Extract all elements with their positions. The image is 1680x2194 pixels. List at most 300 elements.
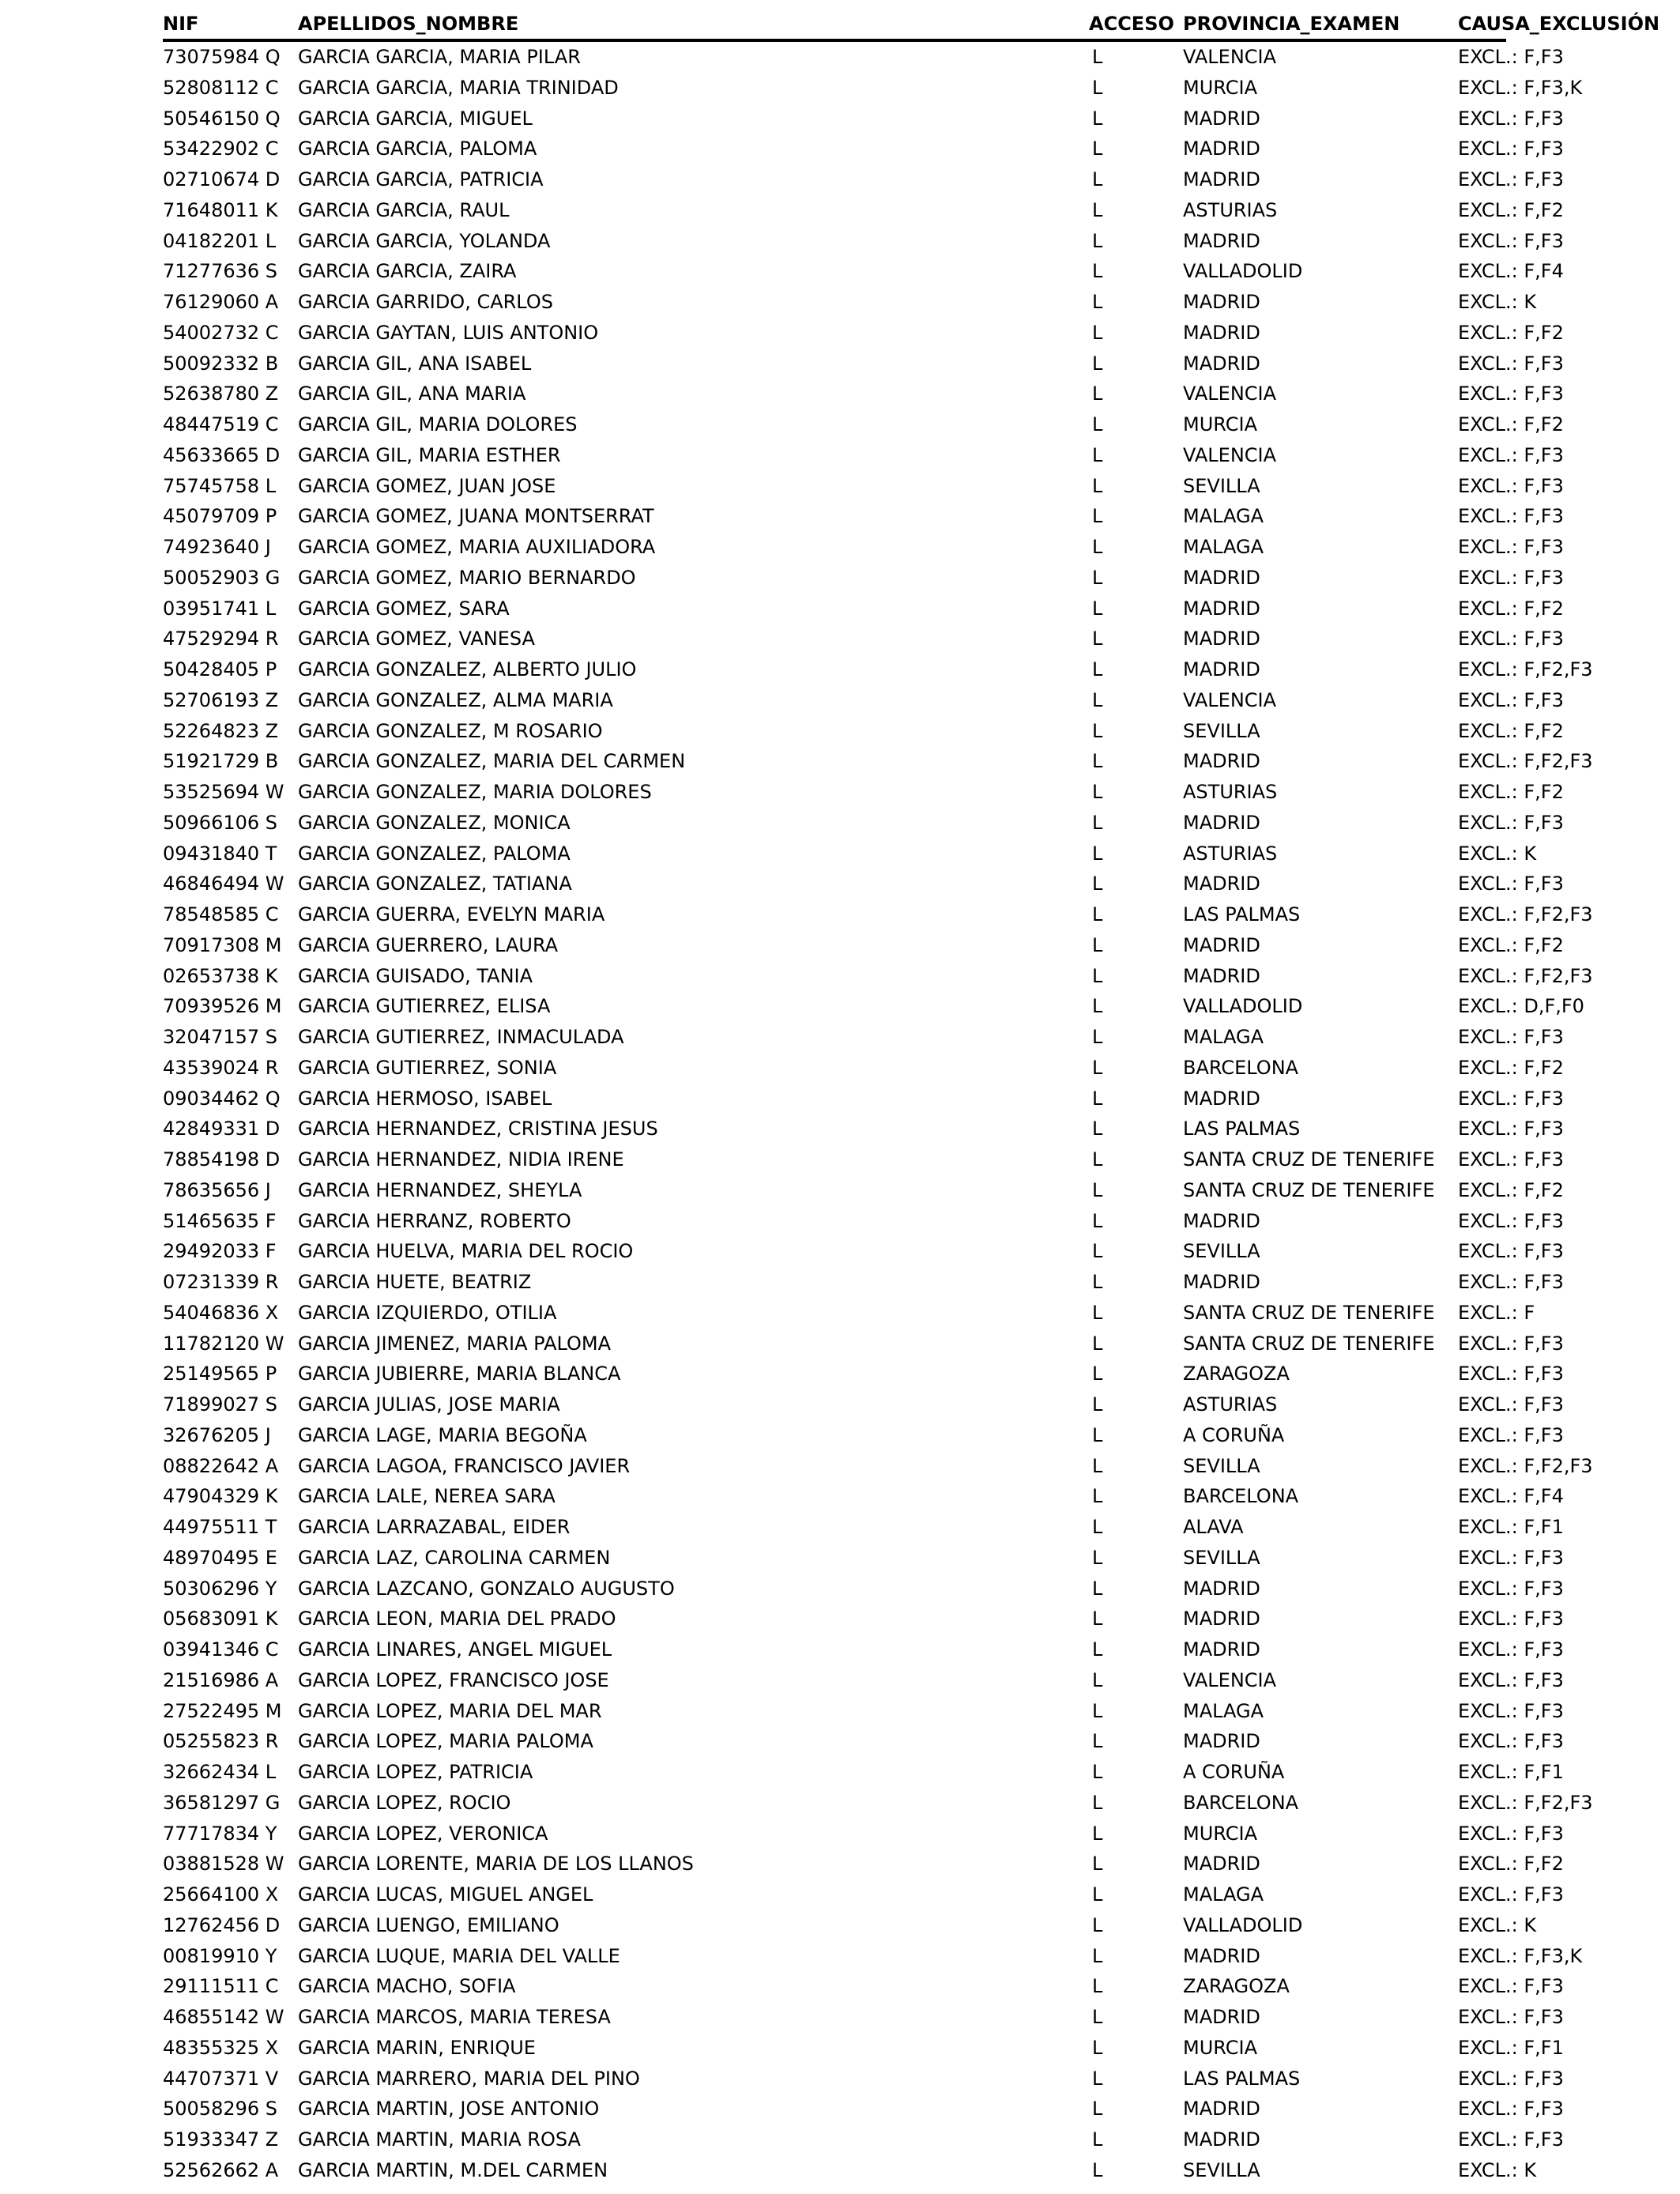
cell-acceso: L	[1092, 628, 1103, 650]
cell-causa-exclusion: EXCL.: K	[1458, 2158, 1537, 2181]
cell-nif: 46855142 W	[163, 2006, 284, 2028]
cell-acceso: L	[1092, 229, 1103, 252]
cell-provincia-examen: VALENCIA	[1183, 383, 1277, 405]
table-row	[163, 318, 1564, 349]
cell-acceso: L	[1092, 1148, 1103, 1171]
cell-acceso: L	[1092, 321, 1103, 344]
cell-acceso: L	[1092, 1822, 1103, 1845]
cell-acceso: L	[1092, 1178, 1103, 1201]
cell-acceso: L	[1092, 1301, 1103, 1324]
cell-acceso: L	[1092, 76, 1103, 99]
table-row	[163, 1604, 1564, 1634]
cell-apellidos-nombre: GARCIA LAGE, MARIA BEGOÑA	[298, 1423, 587, 1446]
table-row	[163, 839, 1537, 869]
cell-acceso: L	[1092, 1730, 1103, 1753]
cell-apellidos-nombre: GARCIA JIMENEZ, MARIA PALOMA	[298, 1332, 612, 1355]
cell-apellidos-nombre: GARCIA GUTIERREZ, ELISA	[298, 995, 551, 1018]
cell-nif: 11782120 W	[163, 1332, 284, 1355]
cell-causa-exclusion: EXCL.: F,F1	[1458, 2036, 1564, 2059]
cell-provincia-examen: SANTA CRUZ DE TENERIFE	[1183, 1148, 1435, 1171]
cell-apellidos-nombre: GARCIA GONZALEZ, M ROSARIO	[298, 719, 603, 742]
cell-provincia-examen: MADRID	[1183, 352, 1260, 375]
table-row	[163, 1420, 1564, 1451]
cell-provincia-examen: MADRID	[1183, 873, 1260, 895]
table-row	[163, 1819, 1564, 1849]
cell-nif: 25149565 P	[163, 1363, 277, 1385]
cell-provincia-examen: SEVILLA	[1183, 474, 1260, 497]
cell-apellidos-nombre: GARCIA GARCIA, MARIA PILAR	[298, 46, 581, 68]
cell-provincia-examen: MADRID	[1183, 1638, 1260, 1661]
cell-nif: 03881528 W	[163, 1853, 284, 1875]
cell-causa-exclusion: EXCL.: F,F3	[1458, 873, 1564, 895]
cell-provincia-examen: ASTURIAS	[1183, 1393, 1278, 1416]
cell-causa-exclusion: EXCL.: F,F3	[1458, 352, 1564, 375]
cell-provincia-examen: ZARAGOZA	[1183, 1975, 1290, 1998]
cell-nif: 77717834 Y	[163, 1822, 277, 1845]
cell-apellidos-nombre: GARCIA GIL, MARIA ESTHER	[298, 443, 561, 466]
table-row	[163, 961, 1593, 992]
table-row	[163, 1634, 1564, 1665]
cell-apellidos-nombre: GARCIA MARTIN, JOSE ANTONIO	[298, 2098, 600, 2120]
cell-apellidos-nombre: GARCIA LOPEZ, PATRICIA	[298, 1761, 533, 1783]
cell-causa-exclusion: EXCL.: F,F2	[1458, 597, 1564, 620]
cell-acceso: L	[1092, 474, 1103, 497]
cell-causa-exclusion: EXCL.: F,F3	[1458, 107, 1564, 130]
cell-nif: 48355325 X	[163, 2036, 279, 2059]
cell-acceso: L	[1092, 413, 1103, 435]
cell-apellidos-nombre: GARCIA GARCIA, YOLANDA	[298, 229, 551, 252]
cell-causa-exclusion: EXCL.: F,F4	[1458, 1485, 1564, 1508]
cell-provincia-examen: MADRID	[1183, 2098, 1260, 2120]
cell-causa-exclusion: EXCL.: F,F2	[1458, 719, 1564, 742]
cell-apellidos-nombre: GARCIA GARCIA, ZAIRA	[298, 260, 517, 283]
cell-apellidos-nombre: GARCIA GONZALEZ, MONICA	[298, 811, 571, 834]
table-row	[163, 73, 1583, 104]
cell-causa-exclusion: EXCL.: F,F3	[1458, 1026, 1564, 1048]
cell-nif: 52264823 Z	[163, 719, 279, 742]
cell-causa-exclusion: EXCL.: F,F3	[1458, 811, 1564, 834]
cell-causa-exclusion: EXCL.: F,F2	[1458, 1056, 1564, 1079]
cell-nif: 70939526 M	[163, 995, 282, 1018]
cell-apellidos-nombre: GARCIA LOPEZ, MARIA DEL MAR	[298, 1699, 602, 1722]
cell-nif: 08822642 A	[163, 1454, 279, 1477]
table-row	[163, 654, 1593, 685]
cell-apellidos-nombre: GARCIA GOMEZ, MARIA AUXILIADORA	[298, 536, 656, 558]
table-row	[163, 746, 1593, 777]
table-row	[163, 930, 1564, 961]
cell-provincia-examen: MADRID	[1183, 138, 1260, 160]
cell-causa-exclusion: EXCL.: F,F2,F3	[1458, 658, 1593, 680]
cell-acceso: L	[1092, 2098, 1103, 2120]
cell-provincia-examen: ZARAGOZA	[1183, 1363, 1290, 1385]
table-row	[163, 685, 1564, 716]
cell-provincia-examen: MURCIA	[1183, 1822, 1258, 1845]
cell-provincia-examen: MADRID	[1183, 2006, 1260, 2028]
cell-causa-exclusion: EXCL.: F,F3	[1458, 628, 1564, 650]
cell-provincia-examen: MADRID	[1183, 229, 1260, 252]
cell-nif: 05683091 K	[163, 1608, 278, 1630]
cell-causa-exclusion: EXCL.: F,F2,F3	[1458, 1791, 1593, 1814]
cell-apellidos-nombre: GARCIA GARCIA, MIGUEL	[298, 107, 533, 130]
cell-causa-exclusion: EXCL.: F,F3	[1458, 1393, 1564, 1416]
cell-causa-exclusion: EXCL.: F,F3	[1458, 2098, 1564, 2120]
cell-causa-exclusion: EXCL.: F,F3	[1458, 1668, 1564, 1691]
table-row	[163, 2124, 1564, 2155]
cell-apellidos-nombre: GARCIA LOPEZ, MARIA PALOMA	[298, 1730, 593, 1753]
cell-apellidos-nombre: GARCIA MARCOS, MARIA TERESA	[298, 2006, 611, 2028]
table-row	[163, 440, 1564, 471]
cell-acceso: L	[1092, 933, 1103, 956]
table-row	[163, 1329, 1564, 1359]
cell-acceso: L	[1092, 1913, 1103, 1936]
cell-causa-exclusion: EXCL.: F,F3	[1458, 2006, 1564, 2028]
cell-apellidos-nombre: GARCIA LUENGO, EMILIANO	[298, 1913, 559, 1936]
cell-nif: 50966106 S	[163, 811, 278, 834]
cell-provincia-examen: SANTA CRUZ DE TENERIFE	[1183, 1301, 1435, 1324]
cell-nif: 74923640 J	[163, 536, 271, 558]
cell-causa-exclusion: EXCL.: F,F3	[1458, 474, 1564, 497]
cell-nif: 44975511 T	[163, 1516, 277, 1538]
cell-provincia-examen: MADRID	[1183, 811, 1260, 834]
cell-provincia-examen: BARCELONA	[1183, 1791, 1299, 1814]
cell-apellidos-nombre: GARCIA LAZ, CAROLINA CARMEN	[298, 1546, 611, 1569]
cell-causa-exclusion: EXCL.: F,F3	[1458, 1118, 1564, 1140]
cell-causa-exclusion: EXCL.: F,F3	[1458, 443, 1564, 466]
cell-apellidos-nombre: GARCIA LAGOA, FRANCISCO JAVIER	[298, 1454, 631, 1477]
cell-acceso: L	[1092, 1975, 1103, 1998]
cell-nif: 78854198 D	[163, 1148, 281, 1171]
cell-causa-exclusion: EXCL.: D,F,F0	[1458, 995, 1584, 1018]
cell-acceso: L	[1092, 658, 1103, 680]
cell-causa-exclusion: EXCL.: F,F2,F3	[1458, 903, 1593, 925]
table-row	[163, 777, 1564, 808]
cell-acceso: L	[1092, 168, 1103, 190]
cell-provincia-examen: MALAGA	[1183, 505, 1264, 528]
cell-apellidos-nombre: GARCIA LARRAZABAL, EIDER	[298, 1516, 571, 1538]
cell-acceso: L	[1092, 383, 1103, 405]
cell-acceso: L	[1092, 2006, 1103, 2028]
cell-nif: 21516986 A	[163, 1668, 279, 1691]
cell-acceso: L	[1092, 138, 1103, 160]
cell-causa-exclusion: EXCL.: K	[1458, 291, 1537, 313]
cell-causa-exclusion: EXCL.: F,F3	[1458, 1209, 1564, 1232]
cell-causa-exclusion: EXCL.: F,F3	[1458, 1638, 1564, 1661]
cell-nif: 44707371 V	[163, 2067, 279, 2090]
cell-provincia-examen: MADRID	[1183, 566, 1260, 589]
table-row	[163, 716, 1564, 747]
header-causa-exclusion: CAUSA_EXCLUSIÓN	[1458, 13, 1660, 35]
cell-causa-exclusion: EXCL.: F,F3	[1458, 383, 1564, 405]
table-row	[163, 2064, 1564, 2094]
cell-apellidos-nombre: GARCIA GOMEZ, MARIO BERNARDO	[298, 566, 636, 589]
cell-nif: 12762456 D	[163, 1913, 281, 1936]
table-row	[163, 1849, 1564, 1879]
cell-apellidos-nombre: GARCIA GARCIA, PATRICIA	[298, 168, 544, 190]
cell-causa-exclusion: EXCL.: F,F3	[1458, 1148, 1564, 1171]
cell-causa-exclusion: EXCL.: F,F2	[1458, 321, 1564, 344]
cell-apellidos-nombre: GARCIA GONZALEZ, MARIA DEL CARMEN	[298, 750, 686, 773]
cell-provincia-examen: VALLADOLID	[1183, 260, 1303, 283]
cell-provincia-examen: MADRID	[1183, 933, 1260, 956]
cell-causa-exclusion: EXCL.: F,F3	[1458, 1699, 1564, 1722]
cell-acceso: L	[1092, 1087, 1103, 1110]
cell-nif: 53525694 W	[163, 781, 284, 803]
cell-apellidos-nombre: GARCIA LALE, NEREA SARA	[298, 1485, 556, 1508]
cell-provincia-examen: BARCELONA	[1183, 1056, 1299, 1079]
cell-apellidos-nombre: GARCIA GARCIA, PALOMA	[298, 138, 537, 160]
cell-apellidos-nombre: GARCIA GONZALEZ, MARIA DOLORES	[298, 781, 652, 803]
cell-provincia-examen: A CORUÑA	[1183, 1423, 1285, 1446]
table-row	[163, 379, 1564, 409]
cell-causa-exclusion: EXCL.: F,F3	[1458, 1332, 1564, 1355]
table-row	[163, 1788, 1593, 1819]
table-body	[163, 42, 1593, 2186]
cell-provincia-examen: ALAVA	[1183, 1516, 1244, 1538]
cell-acceso: L	[1092, 1056, 1103, 1079]
cell-apellidos-nombre: GARCIA LOPEZ, FRANCISCO JOSE	[298, 1668, 609, 1691]
cell-nif: 02653738 K	[163, 964, 278, 987]
header-provincia-examen: PROVINCIA_EXAMEN	[1183, 13, 1400, 35]
cell-causa-exclusion: EXCL.: F,F2	[1458, 1178, 1564, 1201]
cell-provincia-examen: MADRID	[1183, 1853, 1260, 1875]
cell-causa-exclusion: EXCL.: F,F2	[1458, 781, 1564, 803]
cell-nif: 76129060 A	[163, 291, 279, 313]
cell-apellidos-nombre: GARCIA HUELVA, MARIA DEL ROCIO	[298, 1240, 634, 1263]
cell-acceso: L	[1092, 2128, 1103, 2151]
cell-nif: 27522495 M	[163, 1699, 282, 1722]
cell-acceso: L	[1092, 2036, 1103, 2059]
cell-provincia-examen: MADRID	[1183, 628, 1260, 650]
cell-provincia-examen: ASTURIAS	[1183, 781, 1278, 803]
cell-acceso: L	[1092, 198, 1103, 221]
cell-acceso: L	[1092, 873, 1103, 895]
cell-nif: 42849331 D	[163, 1118, 281, 1140]
cell-acceso: L	[1092, 1944, 1103, 1967]
cell-acceso: L	[1092, 1118, 1103, 1140]
cell-provincia-examen: SEVILLA	[1183, 1240, 1260, 1263]
cell-nif: 50058296 S	[163, 2098, 278, 2120]
cell-apellidos-nombre: GARCIA JUBIERRE, MARIA BLANCA	[298, 1363, 621, 1385]
cell-causa-exclusion: EXCL.: F,F2,F3	[1458, 750, 1593, 773]
cell-causa-exclusion: EXCL.: F,F3	[1458, 2067, 1564, 2090]
cell-acceso: L	[1092, 1668, 1103, 1691]
table-row	[163, 287, 1537, 318]
cell-nif: 32676205 J	[163, 1423, 271, 1446]
cell-apellidos-nombre: GARCIA GARCIA, RAUL	[298, 198, 510, 221]
cell-provincia-examen: MADRID	[1183, 1944, 1260, 1967]
cell-provincia-examen: MADRID	[1183, 658, 1260, 680]
cell-nif: 70917308 M	[163, 933, 282, 956]
table-row	[163, 1481, 1564, 1512]
cell-apellidos-nombre: GARCIA HERRANZ, ROBERTO	[298, 1209, 571, 1232]
cell-causa-exclusion: EXCL.: F,F3	[1458, 1087, 1564, 1110]
cell-causa-exclusion: EXCL.: F,F1	[1458, 1516, 1564, 1538]
table-row	[163, 1726, 1564, 1757]
cell-apellidos-nombre: GARCIA JULIAS, JOSE MARIA	[298, 1393, 560, 1416]
cell-nif: 32662434 L	[163, 1761, 277, 1783]
cell-nif: 50052903 G	[163, 566, 281, 589]
table-row	[163, 1144, 1564, 1175]
table-row	[163, 991, 1584, 1022]
table-row	[163, 2155, 1537, 2186]
table-row	[163, 2002, 1564, 2033]
table-row	[163, 1022, 1564, 1053]
table-row	[163, 594, 1564, 624]
cell-apellidos-nombre: GARCIA LUCAS, MIGUEL ANGEL	[298, 1883, 593, 1906]
cell-causa-exclusion: EXCL.: F,F3	[1458, 688, 1564, 711]
cell-acceso: L	[1092, 505, 1103, 528]
table-row	[163, 501, 1564, 532]
cell-acceso: L	[1092, 688, 1103, 711]
cell-causa-exclusion: EXCL.: F,F3	[1458, 1883, 1564, 1906]
cell-nif: 45633665 D	[163, 443, 281, 466]
cell-causa-exclusion: EXCL.: F,F3	[1458, 1363, 1564, 1385]
cell-apellidos-nombre: GARCIA GIL, ANA MARIA	[298, 383, 526, 405]
cell-acceso: L	[1092, 107, 1103, 130]
cell-nif: 43539024 R	[163, 1056, 279, 1079]
cell-apellidos-nombre: GARCIA LAZCANO, GONZALO AUGUSTO	[298, 1577, 675, 1600]
cell-acceso: L	[1092, 536, 1103, 558]
cell-nif: 52706193 Z	[163, 688, 279, 711]
cell-nif: 52808112 C	[163, 76, 279, 99]
cell-apellidos-nombre: GARCIA GUERRA, EVELYN MARIA	[298, 903, 605, 925]
table-row	[163, 869, 1564, 899]
cell-nif: 48447519 C	[163, 413, 279, 435]
cell-apellidos-nombre: GARCIA MARRERO, MARIA DEL PINO	[298, 2067, 640, 2090]
cell-acceso: L	[1092, 46, 1103, 68]
cell-apellidos-nombre: GARCIA LOPEZ, VERONICA	[298, 1822, 548, 1845]
cell-provincia-examen: SANTA CRUZ DE TENERIFE	[1183, 1332, 1435, 1355]
cell-provincia-examen: LAS PALMAS	[1183, 2067, 1301, 2090]
cell-apellidos-nombre: GARCIA GIL, MARIA DOLORES	[298, 413, 578, 435]
cell-acceso: L	[1092, 811, 1103, 834]
cell-nif: 52562662 A	[163, 2158, 279, 2181]
cell-provincia-examen: A CORUÑA	[1183, 1761, 1285, 1783]
cell-apellidos-nombre: GARCIA GARCIA, MARIA TRINIDAD	[298, 76, 619, 99]
cell-acceso: L	[1092, 1209, 1103, 1232]
table-row	[163, 1053, 1564, 1084]
cell-acceso: L	[1092, 1363, 1103, 1385]
table-row	[163, 409, 1564, 440]
cell-apellidos-nombre: GARCIA GARRIDO, CARLOS	[298, 291, 553, 313]
cell-provincia-examen: MADRID	[1183, 750, 1260, 773]
cell-nif: 78548585 C	[163, 903, 279, 925]
cell-provincia-examen: MADRID	[1183, 1608, 1260, 1630]
cell-provincia-examen: SEVILLA	[1183, 719, 1260, 742]
cell-provincia-examen: MADRID	[1183, 321, 1260, 344]
cell-acceso: L	[1092, 1791, 1103, 1814]
cell-provincia-examen: ASTURIAS	[1183, 198, 1278, 221]
cell-provincia-examen: VALENCIA	[1183, 688, 1277, 711]
cell-provincia-examen: SEVILLA	[1183, 1546, 1260, 1569]
cell-acceso: L	[1092, 1761, 1103, 1783]
table-row	[163, 1941, 1583, 1972]
cell-apellidos-nombre: GARCIA HERNANDEZ, NIDIA IRENE	[298, 1148, 624, 1171]
cell-acceso: L	[1092, 1516, 1103, 1538]
cell-nif: 73075984 Q	[163, 46, 281, 68]
cell-nif: 71899027 S	[163, 1393, 278, 1416]
cell-acceso: L	[1092, 2158, 1103, 2181]
cell-causa-exclusion: EXCL.: F,F3	[1458, 138, 1564, 160]
cell-provincia-examen: MALAGA	[1183, 1883, 1264, 1906]
cell-apellidos-nombre: GARCIA GUTIERREZ, SONIA	[298, 1056, 557, 1079]
cell-nif: 50546150 Q	[163, 107, 281, 130]
cell-nif: 51921729 B	[163, 750, 279, 773]
table-row	[163, 1267, 1564, 1298]
cell-acceso: L	[1092, 1332, 1103, 1355]
cell-nif: 50428405 P	[163, 658, 277, 680]
cell-apellidos-nombre: GARCIA HERMOSO, ISABEL	[298, 1087, 552, 1110]
cell-nif: 54002732 C	[163, 321, 279, 344]
table-row	[163, 256, 1564, 287]
cell-apellidos-nombre: GARCIA GONZALEZ, ALBERTO JULIO	[298, 658, 637, 680]
cell-nif: 04182201 L	[163, 229, 277, 252]
cell-nif: 47529294 R	[163, 628, 279, 650]
cell-acceso: L	[1092, 1883, 1103, 1906]
cell-causa-exclusion: EXCL.: F,F3	[1458, 1546, 1564, 1569]
table-row	[163, 532, 1564, 563]
cell-nif: 02710674 D	[163, 168, 281, 190]
cell-acceso: L	[1092, 1853, 1103, 1875]
cell-apellidos-nombre: GARCIA MARIN, ENRIQUE	[298, 2036, 536, 2059]
cell-provincia-examen: MADRID	[1183, 964, 1260, 987]
table-row	[163, 1879, 1564, 1910]
cell-acceso: L	[1092, 352, 1103, 375]
cell-nif: 51465635 F	[163, 1209, 277, 1232]
cell-nif: 54046836 X	[163, 1301, 279, 1324]
cell-apellidos-nombre: GARCIA LOPEZ, ROCIO	[298, 1791, 511, 1814]
cell-provincia-examen: MADRID	[1183, 168, 1260, 190]
cell-provincia-examen: MALAGA	[1183, 1699, 1264, 1722]
cell-apellidos-nombre: GARCIA LEON, MARIA DEL PRADO	[298, 1608, 616, 1630]
table-row	[163, 1757, 1564, 1788]
cell-nif: 47904329 K	[163, 1485, 278, 1508]
cell-nif: 05255823 R	[163, 1730, 279, 1753]
cell-nif: 53422902 C	[163, 138, 279, 160]
table-row	[163, 563, 1564, 594]
cell-provincia-examen: VALLADOLID	[1183, 995, 1303, 1018]
cell-provincia-examen: VALENCIA	[1183, 1668, 1277, 1691]
table-row	[163, 1574, 1564, 1604]
table-row	[163, 1389, 1564, 1420]
table-row	[163, 104, 1564, 134]
cell-provincia-examen: MADRID	[1183, 1577, 1260, 1600]
cell-acceso: L	[1092, 1546, 1103, 1569]
cell-acceso: L	[1092, 2067, 1103, 2090]
cell-causa-exclusion: EXCL.: F,F3	[1458, 1608, 1564, 1630]
cell-causa-exclusion: EXCL.: F,F3	[1458, 1975, 1564, 1998]
cell-nif: 71277636 S	[163, 260, 278, 283]
table-row	[163, 471, 1564, 502]
cell-acceso: L	[1092, 1699, 1103, 1722]
table-row	[163, 1359, 1564, 1389]
table-row	[163, 1543, 1564, 1574]
cell-acceso: L	[1092, 719, 1103, 742]
cell-provincia-examen: MADRID	[1183, 1087, 1260, 1110]
cell-acceso: L	[1092, 1638, 1103, 1661]
cell-nif: 25664100 X	[163, 1883, 279, 1906]
cell-provincia-examen: MADRID	[1183, 1209, 1260, 1232]
cell-provincia-examen: MALAGA	[1183, 536, 1264, 558]
cell-provincia-examen: MADRID	[1183, 2128, 1260, 2151]
cell-causa-exclusion: EXCL.: F,F3	[1458, 1577, 1564, 1600]
table-row	[163, 134, 1564, 164]
cell-nif: 09034462 Q	[163, 1087, 281, 1110]
cell-apellidos-nombre: GARCIA GONZALEZ, PALOMA	[298, 842, 571, 865]
cell-provincia-examen: MURCIA	[1183, 76, 1258, 99]
table-row	[163, 1084, 1564, 1114]
cell-apellidos-nombre: GARCIA GOMEZ, SARA	[298, 597, 510, 620]
